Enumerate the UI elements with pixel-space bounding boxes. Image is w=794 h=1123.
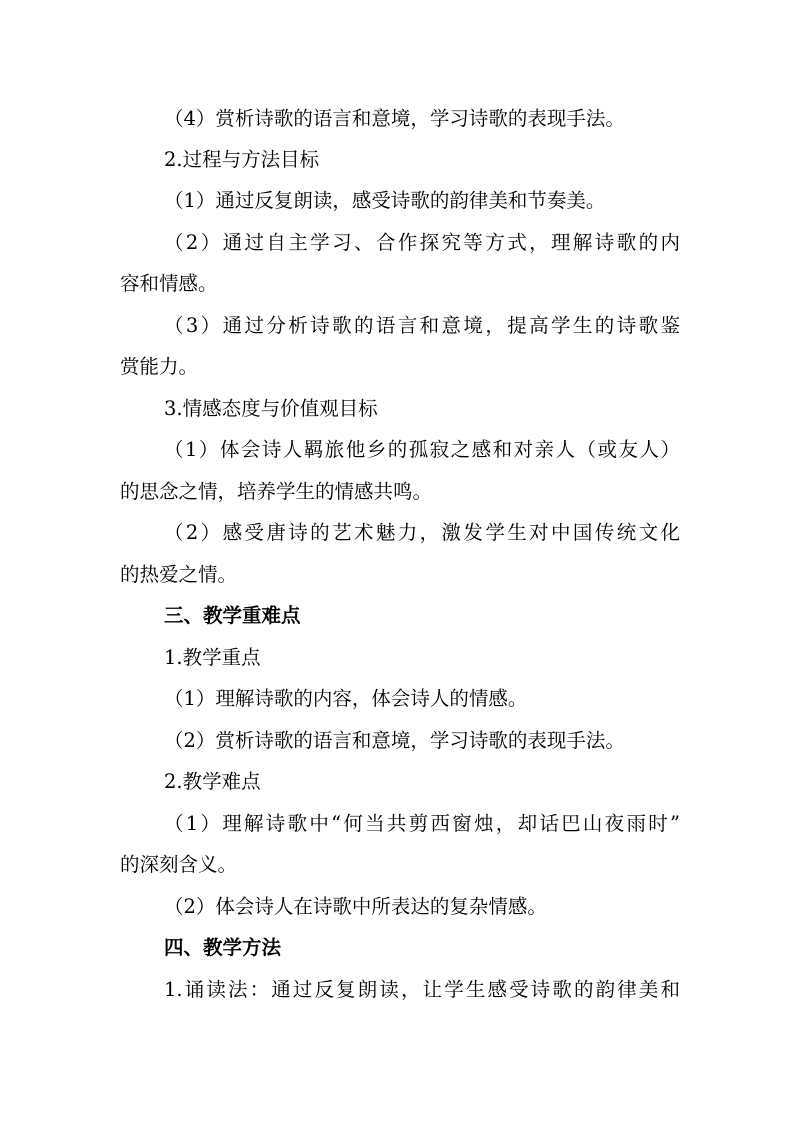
emotion-item-1-line-1: （1）体会诗人羁旅他乡的孤寂之感和对亲人（或友人）: [164, 438, 680, 461]
objective-4-line: （4）赏析诗歌的语言和意境，学习诗歌的表现手法。: [164, 107, 625, 130]
difficulty-item-1-line-1: （1）理解诗歌中“何当共剪西窗烛，却话巴山夜雨时”: [164, 812, 680, 835]
teaching-difficulty-heading: 2.教学难点: [164, 770, 261, 793]
process-item-2-line-2: 容和情感。: [120, 272, 218, 295]
difficulty-item-1-line-2: 的深刻含义。: [120, 853, 238, 876]
emotion-item-2-line-2: 的热爱之情。: [120, 563, 238, 586]
process-item-3-line-1: （3）通过分析诗歌的语言和意境，提高学生的诗歌鉴: [164, 314, 680, 337]
section-emotion-values-heading: 3.情感态度与价值观目标: [164, 397, 378, 420]
section-four-heading: 四、教学方法: [164, 936, 282, 959]
method-item-1-line: 1.诵读法：通过反复朗读，让学生感受诗歌的韵律美和: [164, 978, 680, 1001]
section-process-method-heading: 2.过程与方法目标: [164, 148, 320, 171]
section-three-heading: 三、教学重难点: [164, 604, 301, 627]
emotion-item-2-line-1: （2）感受唐诗的艺术魅力，激发学生对中国传统文化: [164, 521, 680, 544]
process-item-3-line-2: 赏能力。: [120, 355, 199, 378]
process-item-2-line-1: （2）通过自主学习、合作探究等方式，理解诗歌的内: [164, 231, 680, 254]
emotion-item-1-line-2: 的思念之情，培养学生的情感共鸣。: [120, 480, 433, 503]
focus-item-2-line: （2）赏析诗歌的语言和意境，学习诗歌的表现手法。: [164, 729, 625, 752]
focus-item-1-line: （1）理解诗歌的内容，体会诗人的情感。: [164, 687, 528, 710]
process-item-1-line: （1）通过反复朗读，感受诗歌的韵律美和节奏美。: [164, 189, 606, 212]
teaching-focus-heading: 1.教学重点: [164, 646, 261, 669]
difficulty-item-2-line: （2）体会诗人在诗歌中所表达的复杂情感。: [164, 895, 547, 918]
